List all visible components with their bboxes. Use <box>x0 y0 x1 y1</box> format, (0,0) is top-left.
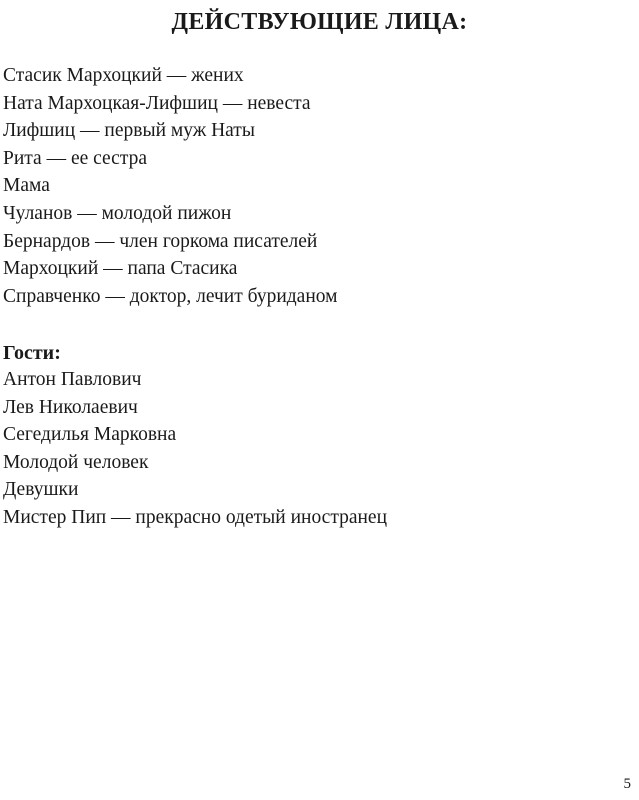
cast-item: Чуланов — молодой пижон <box>3 202 232 224</box>
guest-item: Девушки <box>3 479 79 501</box>
cast-item: Ната Мархоцкая-Лифшиц — невеста <box>3 92 311 114</box>
guest-item: Мистер Пип — прекрасно одетый иностранец <box>3 506 388 528</box>
cast-item: Стасик Мархоцкий — жених <box>3 65 244 86</box>
guests-list <box>3 366 387 532</box>
cast-item: Рита — ее сестра <box>3 147 147 169</box>
cast-item: Мама <box>3 175 50 197</box>
cast-list <box>3 62 337 310</box>
guest-item: Сегедилья Марковна <box>3 424 177 446</box>
cast-item: Лифшиц — первый муж Наты <box>3 120 255 142</box>
guest-item: Лев Николаевич <box>3 396 138 418</box>
guest-item: Молодой человек <box>3 451 149 473</box>
page-number: 5 <box>623 776 631 792</box>
page-title: ДЕЙСТВУЮЩИЕ ЛИЦА: <box>171 9 468 35</box>
guests-heading: Гости: <box>3 342 61 364</box>
cast-item: Мархоцкий — папа Стасика <box>3 258 238 280</box>
cast-item: Бернардов — член горкома писателей <box>3 230 318 252</box>
cast-item: Справченко — доктор, лечит буриданом <box>3 285 338 307</box>
guest-item: Антон Павлович <box>3 369 142 390</box>
